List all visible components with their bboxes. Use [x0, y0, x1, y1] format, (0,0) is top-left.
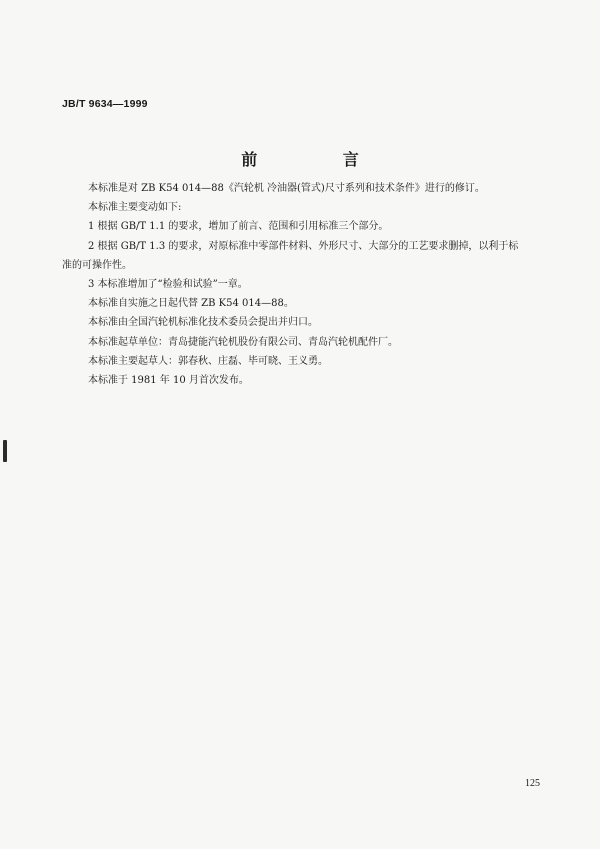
- paragraph: 本标准自实施之日起代替 ZB K54 014—88。: [88, 298, 294, 310]
- foreword-body: [62, 179, 548, 390]
- paragraph: 本标准由全国汽轮机标准化技术委员会提出并归口。: [88, 317, 318, 329]
- paragraph: 1 根据 GB/T 1.1 的要求，增加了前言、范围和引用标准三个部分。: [88, 221, 389, 233]
- standard-code: JB/T 9634—1999: [62, 98, 148, 110]
- paragraph: 本标准是对 ZB K54 014—88《汽轮机 冷油器(管式)尺寸系列和技术条件》进行的修订。: [88, 183, 485, 194]
- page-title: 前 言: [241, 150, 399, 169]
- paragraph: 本标准于 1981 年 10 月首次发布。: [88, 375, 249, 387]
- paragraph: 3 本标准增加了“检验和试验”一章。: [88, 279, 248, 291]
- paragraph-continuation: 准的可操作性。: [62, 259, 132, 271]
- page-number: 125: [525, 778, 540, 789]
- paragraph: 本标准主要起草人：郭春秋、庄磊、毕可晓、王义勇。: [88, 355, 328, 367]
- paragraph: 2 根据 GB/T 1.3 的要求，对原标准中零部件材料、外形尺寸、大部分的工艺要求删掉，以利于标: [88, 240, 519, 252]
- paragraph: 本标准起草单位：青岛捷能汽轮机股份有限公司、青岛汽轮机配件厂。: [88, 336, 398, 348]
- paragraph: 本标准主要变动如下:: [88, 202, 182, 214]
- scan-binding-mark: [3, 440, 7, 462]
